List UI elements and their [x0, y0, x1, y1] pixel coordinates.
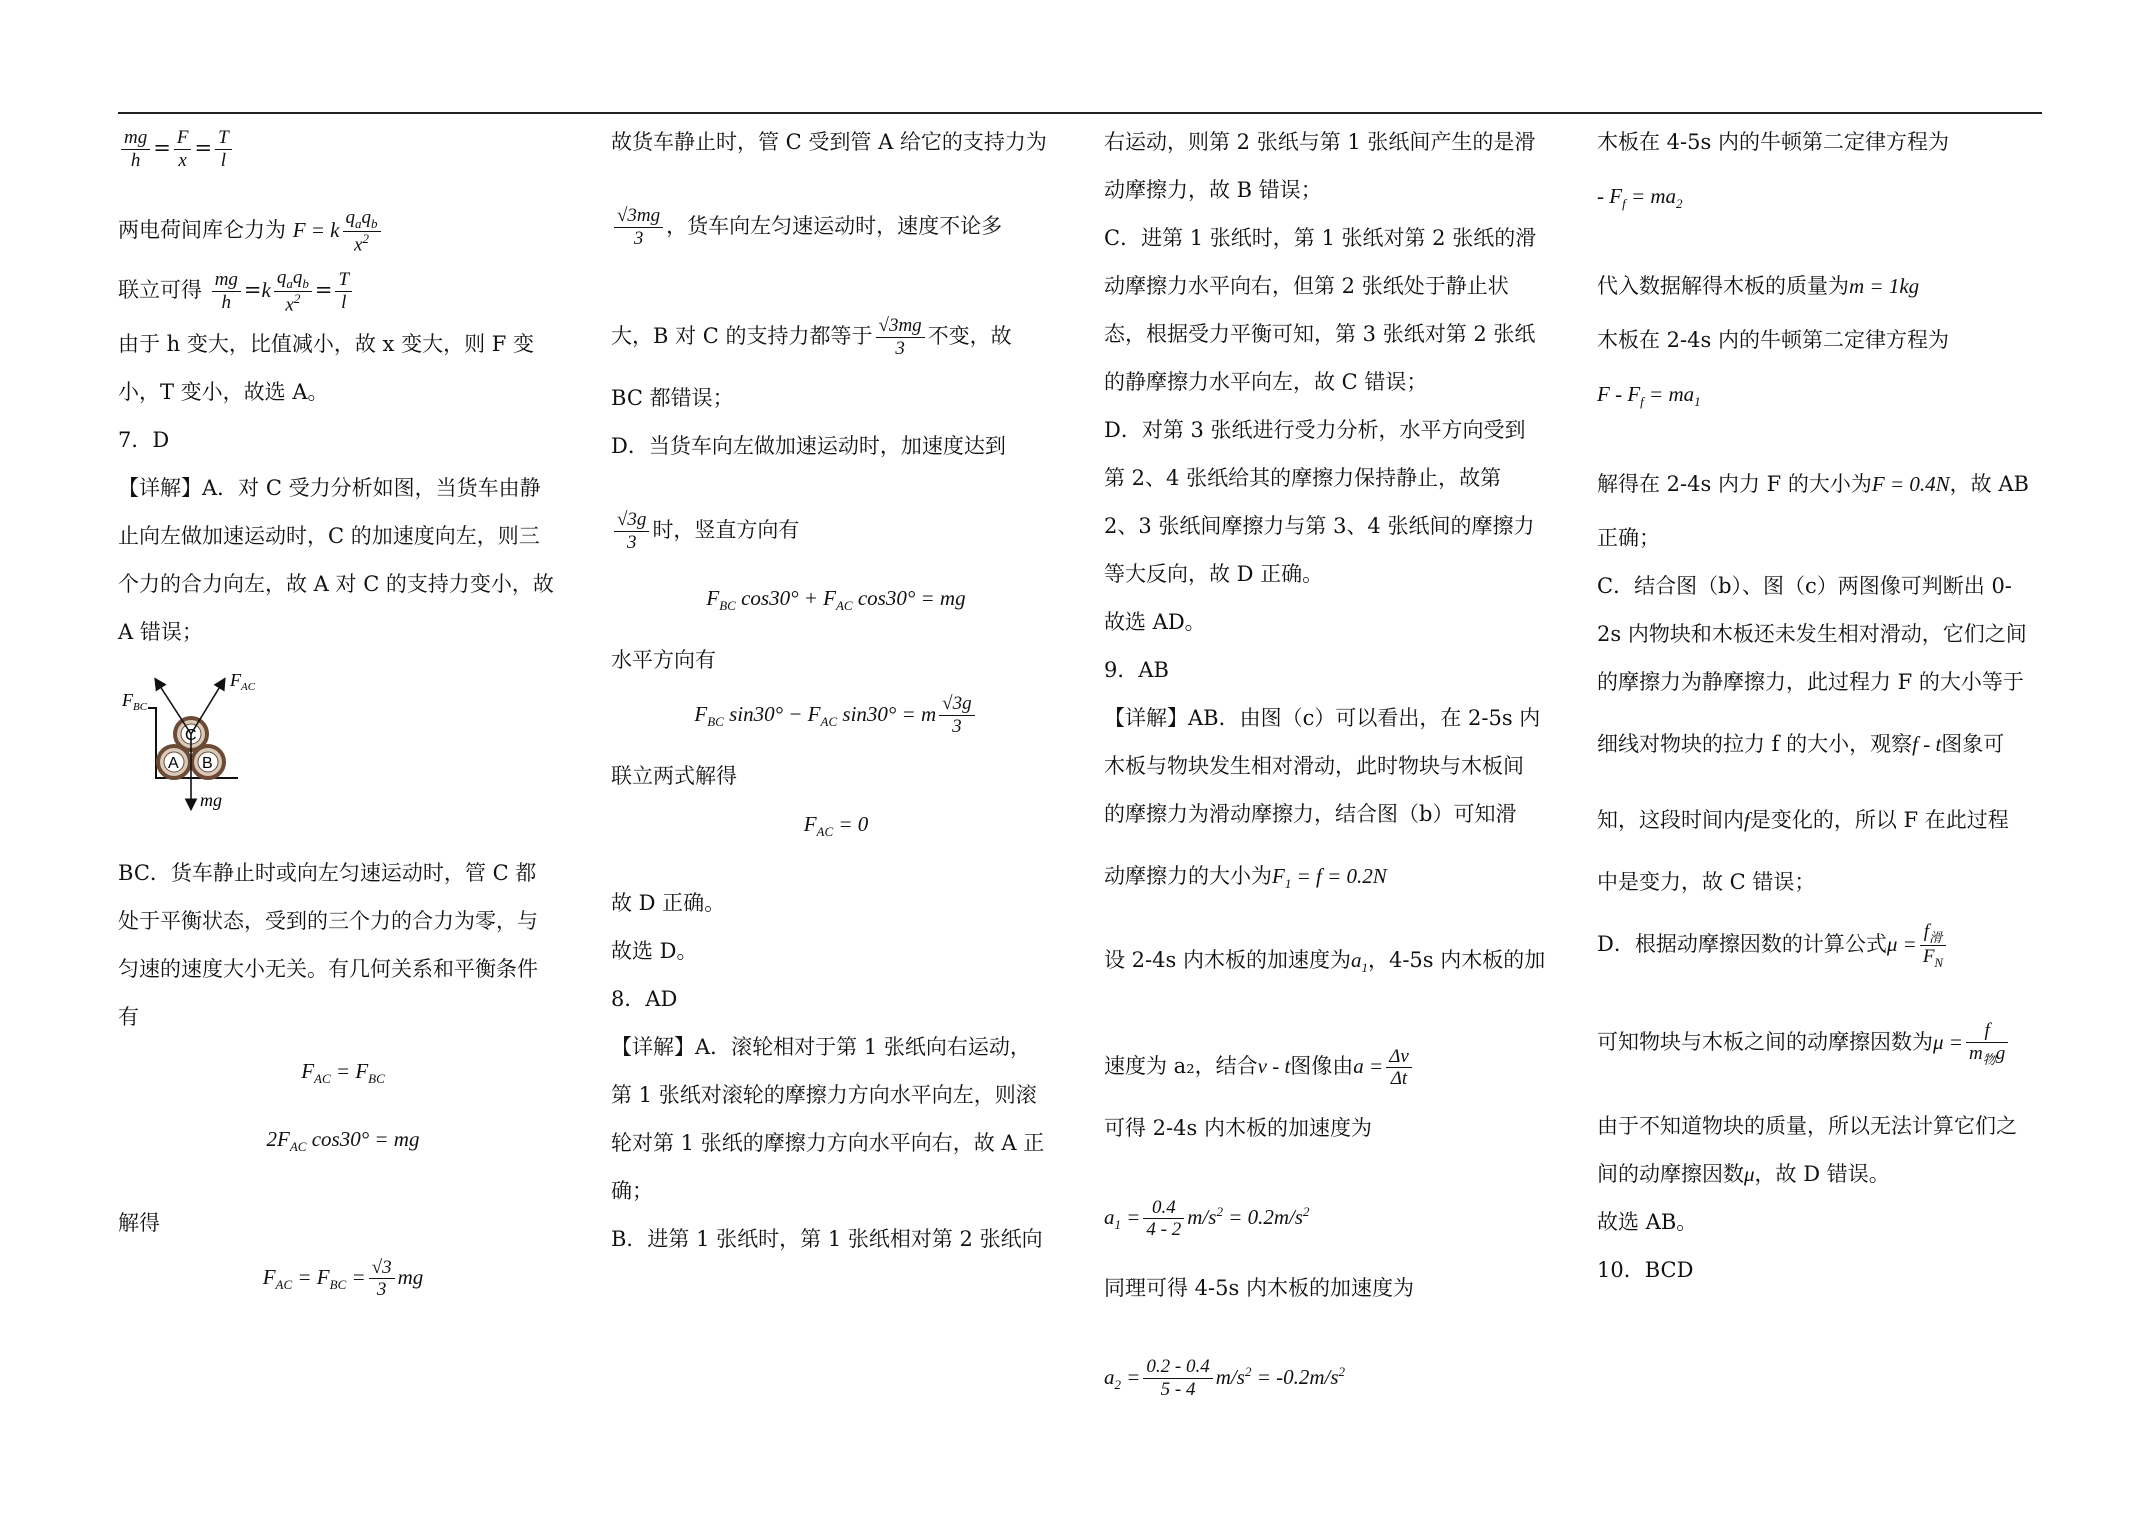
combine-line: 联立可得 $\frac{mg}{h}$ =k $\frac{q_aq_b}{x^2}$ = $\frac{T}{l}$ [118, 260, 568, 320]
force-ac-arrow [191, 680, 224, 734]
column-3 [1104, 118, 1554, 1423]
equation-fac-zero: $F_{AC} = 0$ [803, 812, 869, 840]
text-line: 水平方向有 [611, 648, 716, 673]
column-1 [118, 118, 568, 1316]
text-line: 等大反向，故 D 正确。 [1104, 562, 1324, 586]
equation-cos: $2F_{AC}$ cos30° = mg [266, 1127, 420, 1155]
equation-ratio: $\frac{mg}{h}$ = $\frac{F}{x}$ = $\frac{T}{l}$ [118, 118, 568, 178]
text-line: 第 1 张纸对滚轮的摩擦力方向水平向左，则滚 [611, 1082, 1037, 1107]
text-line: D．当货车向左做加速运动时，加速度达到 [611, 434, 1006, 458]
text-line: 木板在 4-5s 内的牛顿第二定律方程为 [1597, 130, 1949, 154]
text-line: 动摩擦力，故 B 错误； [1104, 178, 1322, 202]
text-line: 【详解】AB．由图（c）可以看出，在 2-5s 内 [1104, 706, 1541, 730]
text-line: 【详解】A．滚轮相对于第 1 张纸向右运动， [611, 1034, 1031, 1059]
text-line: D．对第 3 张纸进行受力分析，水平方向受到 [1104, 418, 1526, 442]
force-bc-arrow [156, 680, 191, 734]
text-line: $\frac{√3g}{3}$ 时，竖直方向有 [611, 492, 1061, 568]
label-mg: mg [200, 790, 222, 810]
text-line: 第 2、4 张纸给其的摩擦力保持静止，故第 [1104, 466, 1502, 490]
text-line: 由于 h 变大，比值减小，故 x 变大，则 F 变 [118, 332, 534, 356]
equation-a1: $a_1$ = $\frac{0.4}{4 - 2}$ $m/s^2 = 0.2m/s^2$ [1104, 1196, 1310, 1241]
text-line: 2s 内物块和木板还未发生相对滑动，它们之间 [1597, 622, 2027, 647]
text-line: 知，这段时间内f是变化的，所以 F 在此过程 [1597, 808, 2009, 833]
text-line: 木板在 2-4s 内的牛顿第二定律方程为 [1597, 328, 1949, 353]
text-line: 故货车静止时，管 C 受到管 A 给它的支持力为 [611, 130, 1047, 154]
column-4 [1597, 118, 2047, 1294]
question-number: 10．BCD [1597, 1258, 1694, 1283]
label-a: A [168, 755, 179, 772]
equation-fac-fbc: $F_{AC} = F_{BC}$ [301, 1059, 385, 1087]
text-line: 动摩擦力的大小为$F_1 = f = 0.2N$ [1104, 864, 1387, 892]
text-line: 2、3 张纸间摩擦力与第 3、4 张纸间的摩擦力 [1104, 514, 1535, 538]
text-line: 【详解】A．对 C 受力分析如图，当货车由静 [118, 476, 541, 500]
equation-a2: $a_2$ = $\frac{0.2 - 0.4}{5 - 4}$ $m/s^2 = -0.2m/s^2$ [1104, 1355, 1346, 1400]
text-line: 止向左做加速运动时，C 的加速度向左，则三 [118, 524, 540, 548]
equation-horizontal: $F_{BC}$ $\sin 30^\circ - F_{AC}$ sin30° = m $\frac{√3g}{3}$ [611, 684, 1061, 752]
text-line: A 错误； [118, 620, 203, 644]
column-2 [611, 118, 1061, 1263]
text-line: 故选 D。 [611, 938, 698, 963]
label-b: B [202, 755, 213, 772]
text-line: 解得 [118, 1211, 160, 1236]
text-line: 故 D 正确。 [611, 890, 726, 915]
text-line: C．进第 1 张纸时，第 1 张纸对第 2 张纸的滑 [1104, 226, 1537, 250]
coulomb-line: 两电荷间库仑力为 F = k $\frac{q_aq_b}{x^2}$ [118, 200, 568, 260]
text-line: 速度为 a₂，结合v - t图像由a = $\frac{\Delta v}{\Delta t}$ [1104, 1028, 1554, 1104]
force-diagram [118, 658, 278, 828]
text-line: 确； [611, 1178, 653, 1203]
text-line: 间的动摩擦因数μ，故 D 错误。 [1597, 1162, 1890, 1187]
equation-newton-1: - $F_f = ma_2$ [1597, 184, 1683, 212]
text-line: 动摩擦力水平向右，但第 2 张纸处于静止状 [1104, 274, 1509, 298]
text-line: 大，B 对 C 的支持力都等于 $\frac{√3mg}{3}$ 不变，故 [611, 315, 1012, 359]
question-number: 9．AB [1104, 658, 1169, 682]
question-number: 8．AD [611, 986, 678, 1011]
text-line: $\frac{√3mg}{3}$ ，货车向左匀速运动时，速度不论多 [611, 188, 1061, 264]
text-line: 的摩擦力为滑动摩擦力，结合图（b）可知滑 [1104, 802, 1517, 826]
text-line: 故选 AD。 [1104, 610, 1206, 634]
text-line: 同理可得 4-5s 内木板的加速度为 [1104, 1275, 1414, 1300]
label-c: C [185, 727, 197, 744]
label-fbc: $F_{BC}$ [122, 690, 148, 713]
text-line: 处于平衡状态，受到的三个力的合力为零，与 [118, 909, 538, 933]
label-fac: $F_{AC}$ [230, 670, 256, 693]
text-line: 代入数据解得木板的质量为m = 1kg [1597, 274, 1920, 299]
text-line: C．结合图（b）、图（c）两图像可判断出 0- [1597, 574, 2012, 599]
text-line: 的静摩擦力水平向左，故 C 错误； [1104, 370, 1428, 394]
text-line: 由于不知道物块的质量，所以无法计算它们之 [1597, 1114, 2017, 1139]
top-rule [118, 112, 2042, 114]
text-line: 可得 2-4s 内木板的加速度为 [1104, 1116, 1372, 1141]
text-line: 细线对物块的拉力 f 的大小，观察f - t图象可 [1597, 732, 2005, 757]
text-line: 正确； [1597, 526, 1660, 551]
text-line: 联立两式解得 [611, 764, 737, 789]
text-line: D．根据动摩擦因数的计算公式μ = $\frac{f_滑}{F_N}$ [1597, 906, 2047, 982]
text-line: 匀速的速度大小无关。有几何关系和平衡条件 [118, 957, 538, 981]
text-line: 右运动，则第 2 张纸与第 1 张纸间产生的是滑 [1104, 130, 1536, 154]
text-line: 可知物块与木板之间的动摩擦因数为μ = $\frac{f}{m_物g}$ [1597, 1004, 2047, 1080]
text-line: 个力的合力向左，故 A 对 C 的支持力变小，故 [118, 572, 554, 596]
text-line: B．进第 1 张纸时，第 1 张纸相对第 2 张纸向 [611, 1226, 1043, 1251]
text-line: 的摩擦力为静摩擦力，此过程力 F 的大小等于 [1597, 670, 2024, 695]
text-line: 轮对第 1 张纸的摩擦力方向水平向右，故 A 正 [611, 1130, 1045, 1155]
text-line: 有 [118, 1005, 139, 1029]
text-line: 小，T 变小，故选 A。 [118, 380, 329, 404]
text-line: BC 都错误； [611, 386, 734, 410]
equation-result: $F_{AC} = F_{BC}$ = $\frac{√3}{3}$ mg [262, 1256, 424, 1301]
equation-newton-2: $F - F_f = ma_1$ [1597, 382, 1701, 410]
text-line: 设 2-4s 内木板的加速度为$a_1$，4-5s 内木板的加 [1104, 948, 1546, 976]
text-line: 故选 AB。 [1597, 1210, 1698, 1235]
question-number: 7．D [118, 428, 170, 452]
text-line: 中是变力，故 C 错误； [1597, 870, 1816, 895]
text-line: 解得在 2-4s 内力 F 的大小为F = 0.4N，故 AB [1597, 472, 2029, 497]
text-line: 态，根据受力平衡可知，第 3 张纸对第 2 张纸 [1104, 322, 1536, 346]
equation-vertical: $F_{BC}$ $\cos 30^\circ + F_{AC}$ cos30° = mg [706, 586, 966, 614]
text-line: BC．货车静止时或向左匀速运动时，管 C 都 [118, 861, 537, 885]
text-line: 木板与物块发生相对滑动，此时物块与木板间 [1104, 754, 1524, 778]
